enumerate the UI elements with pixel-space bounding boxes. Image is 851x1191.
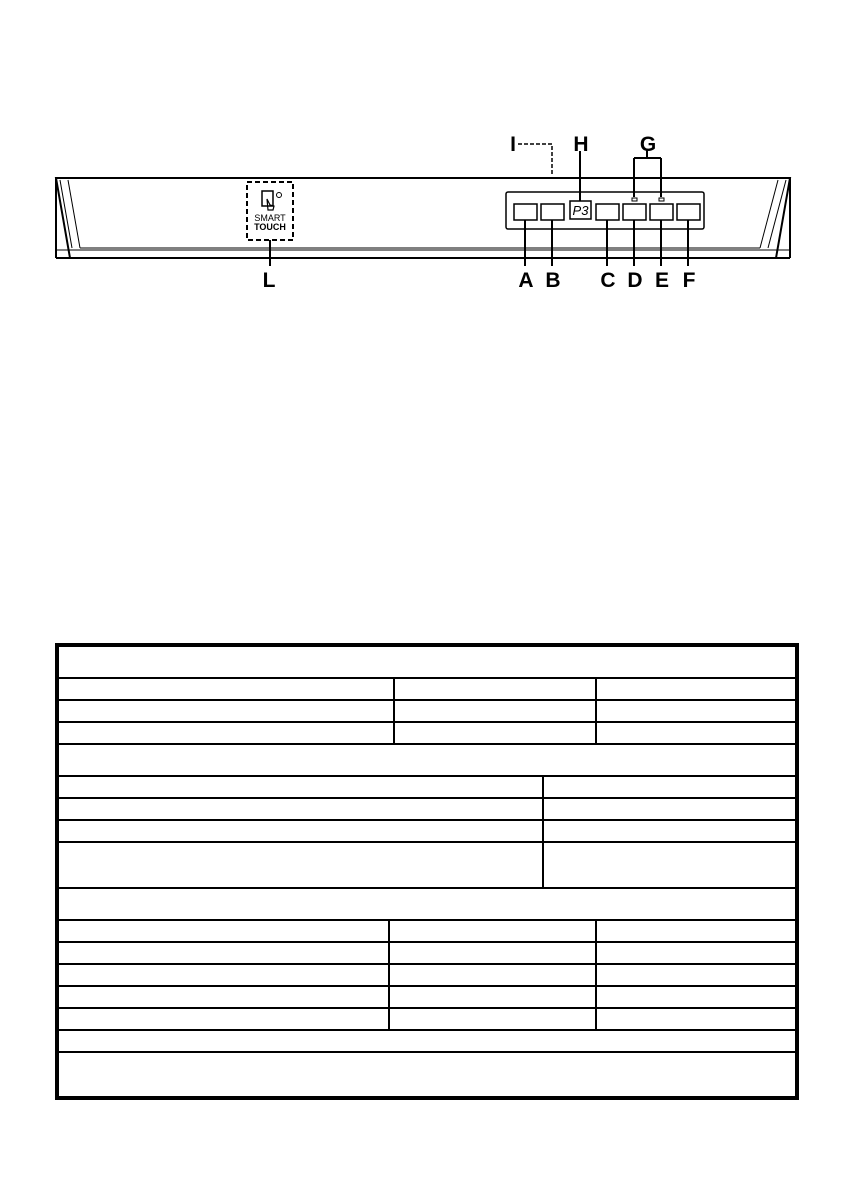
smart-touch-icon — [262, 191, 282, 210]
table-cell — [59, 723, 395, 743]
table-cell — [59, 943, 390, 963]
label-b: B — [545, 269, 561, 292]
table-row — [59, 987, 795, 1009]
button-b[interactable] — [541, 204, 564, 220]
button-housing — [506, 192, 704, 229]
table-cell — [59, 1009, 390, 1029]
table-cell — [597, 921, 795, 941]
table-cell — [395, 679, 597, 699]
table-row — [59, 965, 795, 987]
label-a: A — [518, 269, 534, 292]
table-cell — [59, 701, 395, 721]
table-cell — [597, 943, 795, 963]
label-e: E — [654, 269, 670, 292]
button-f[interactable] — [677, 204, 700, 220]
table-cell — [395, 723, 597, 743]
table-row — [59, 799, 795, 821]
label-d: D — [627, 269, 643, 292]
leader-line-i — [518, 144, 552, 176]
touch-label: TOUCH — [254, 222, 286, 232]
table-cell — [597, 1009, 795, 1029]
table-cell — [544, 821, 795, 841]
table-cell — [390, 965, 597, 985]
button-a[interactable] — [514, 204, 537, 220]
label-l: L — [262, 269, 276, 292]
table-row — [59, 1009, 795, 1031]
table-cell — [597, 723, 795, 743]
table-section-header — [59, 889, 795, 921]
display-value: P3 — [572, 203, 589, 218]
button-e[interactable] — [650, 204, 673, 220]
table-cell — [59, 679, 395, 699]
label-c: C — [600, 269, 616, 292]
table-row — [59, 1031, 795, 1053]
table-row — [59, 843, 795, 889]
table-cell — [390, 1009, 597, 1029]
indicator-light-1 — [632, 198, 637, 201]
button-c[interactable] — [596, 204, 619, 220]
table-cell — [390, 943, 597, 963]
table-cell — [390, 921, 597, 941]
table-cell — [59, 821, 544, 841]
table-cell — [59, 987, 390, 1007]
table-row — [59, 777, 795, 799]
table-cell — [597, 965, 795, 985]
table-row — [59, 679, 795, 701]
control-panel — [56, 178, 790, 258]
label-g: G — [639, 133, 657, 156]
table-cell — [597, 679, 795, 699]
table-cell — [544, 843, 795, 887]
table-section-header — [59, 745, 795, 777]
table-cell — [390, 987, 597, 1007]
table-cell — [597, 701, 795, 721]
table-cell — [59, 843, 544, 887]
table-cell — [59, 777, 544, 797]
table-cell — [597, 987, 795, 1007]
label-f: F — [682, 269, 696, 292]
table-cell — [59, 965, 390, 985]
table-cell — [544, 799, 795, 819]
specification-table — [55, 643, 799, 1100]
smart-touch-area[interactable] — [247, 182, 293, 240]
leader-lines — [270, 150, 688, 266]
table-cell — [59, 921, 390, 941]
table-row — [59, 1053, 795, 1096]
table-row — [59, 701, 795, 723]
table-row — [59, 921, 795, 943]
smart-label: SMART — [254, 213, 286, 223]
table-section-header — [59, 647, 795, 679]
table-cell — [59, 799, 544, 819]
table-cell — [544, 777, 795, 797]
label-i: I — [510, 133, 516, 156]
button-d[interactable] — [623, 204, 646, 220]
label-h: H — [573, 133, 589, 156]
table-cell — [395, 701, 597, 721]
table-row — [59, 723, 795, 745]
indicator-light-2 — [659, 198, 664, 201]
table-row — [59, 821, 795, 843]
table-row — [59, 943, 795, 965]
